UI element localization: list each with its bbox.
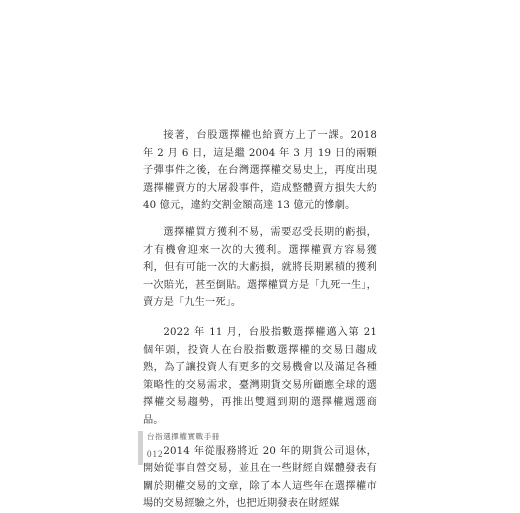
paragraph-2: 選擇權買方獲利不易，需要忍受長期的虧損，才有機會迎來一次的大獲利。選擇權賣方容易獲利，但有可能一次的大虧損，就將長期累積的獲利一次賠光，甚至倒貼。選擇權買方是「九死一生」，賣方是「九生一死」。	[143, 226, 377, 309]
footer-marker-bar	[138, 431, 143, 465]
paragraph-1: 接著，台股選擇權也給賣方上了一課。2018 年 2 月 6 日，這是繼 2004 年 3 月 19 日的兩顆子彈事件之後，在台灣選擇權交易史上，再度出現選擇權賣方的大屠殺事件，造成整體賣方損失大約 40 億元，違約交割金額高達 13 億元的慘劇。	[143, 130, 381, 212]
paragraph-4: 2014 年從服務將近 20 年的期貨公司退休，開始從事自營交易，並且在一些財經自媒體發表有關於期權交易的文章，除了本人這些年在選擇權市場的交易經驗之外，也把近期發表在財經媒	[143, 445, 377, 510]
paragraph-3: 2022 年 11 月，台股指數選擇權邁入第 21 個年頭，投資人在台股指數選擇權的交易日趨成熟，為了讓投資人有更多的交易機會以及滿足各種策略性的交易需求，臺灣期貨交易所顧應全球的選擇權交易趨勢，再推出雙週到期的選擇權週選商品。	[143, 326, 381, 426]
page-number: 012	[147, 449, 164, 459]
page-footer	[138, 431, 278, 465]
book-title: 台指選擇權實戰手冊	[147, 432, 220, 441]
